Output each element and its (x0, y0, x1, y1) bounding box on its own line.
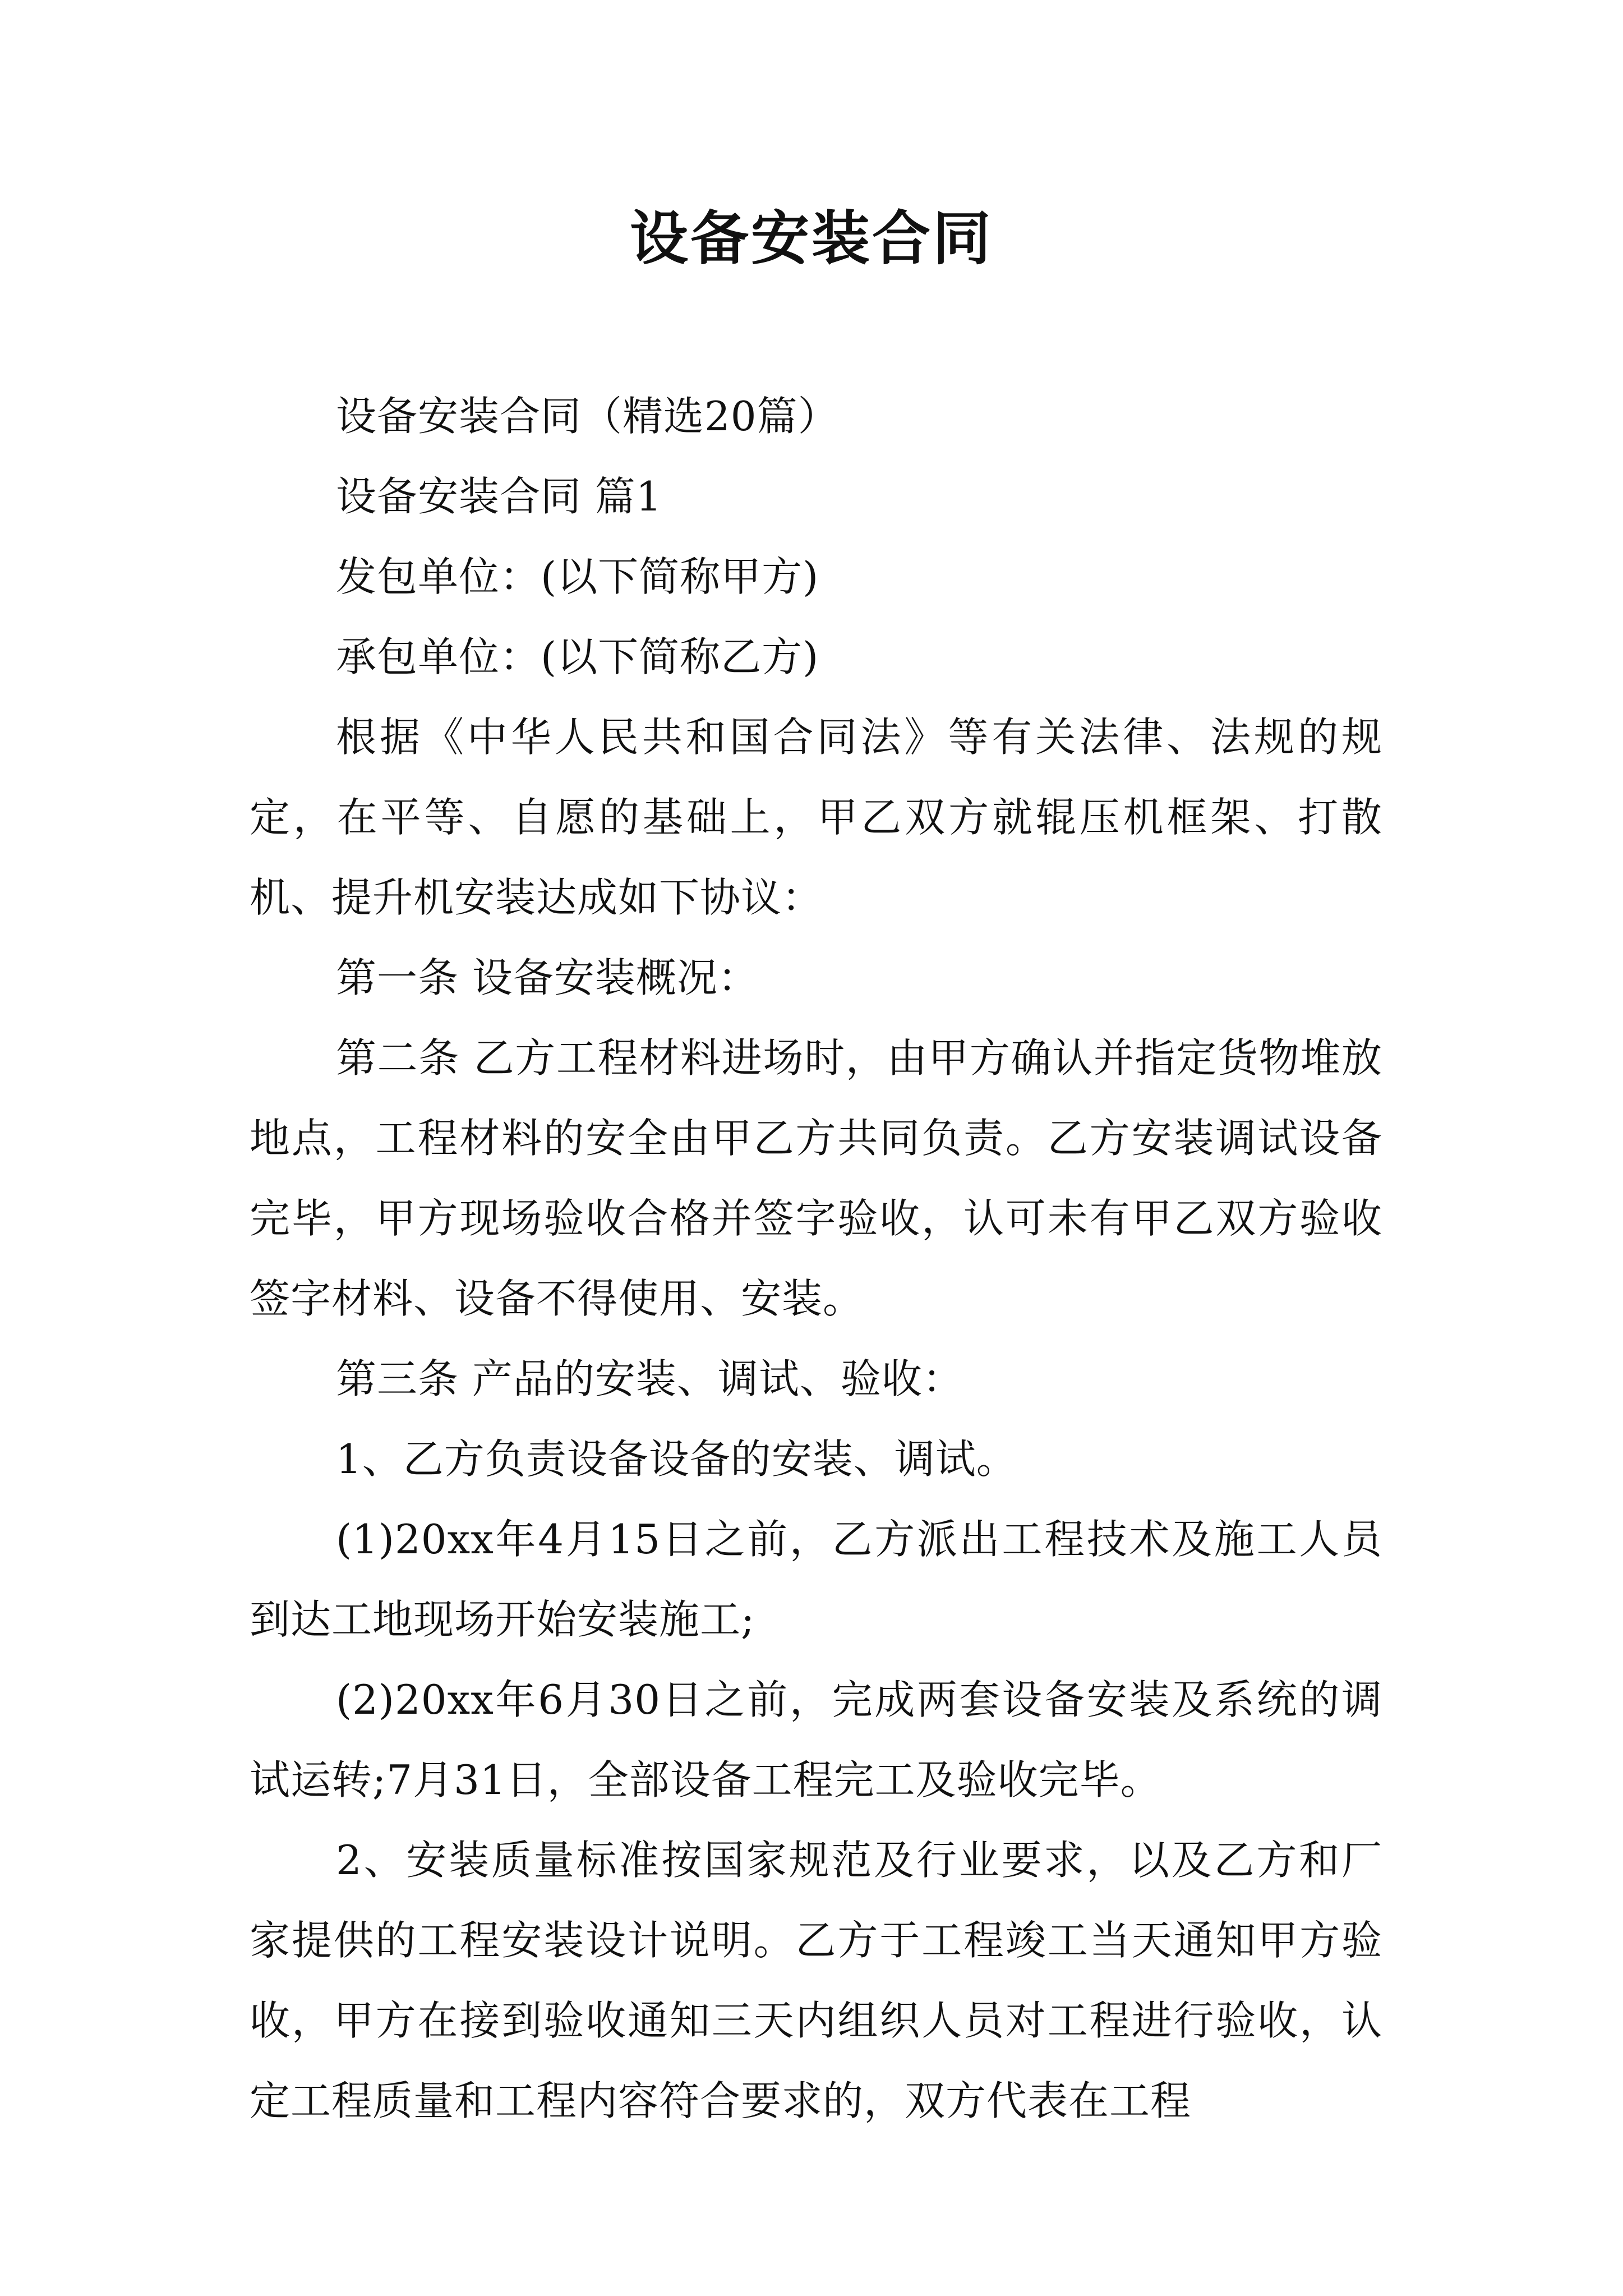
paragraph-article-3: 第三条 产品的安装、调试、验收： (336, 1355, 963, 1402)
paragraph-article-1: 第一条 设备安装概况： (336, 954, 759, 1001)
paragraph-article-2: 第二条 乙方工程材料进场时，由甲方确认并指定货物堆放地点，工程材料的安全由甲乙方共同负责。乙方安装调试设备完毕，甲方现场验收合格并签字验收，认可未有甲乙双方验收签字材料、设备不得使用、安装。 (250, 1034, 1382, 1322)
paragraph-party-b: 承包单位：(以下简称乙方) (336, 633, 819, 680)
paragraph-item-2: 2、安装质量标准按国家规范及行业要求，以及乙方和厂家提供的工程安装设计说明。乙方于工程竣工当天通知甲方验收，甲方在接到验收通知三天内组织人员对工程进行验收，认定工程质量和工程内容符合要求的，双方代表在工程 (250, 1837, 1382, 2124)
document-title: 设备安装合同 (629, 204, 993, 273)
paragraph-item-1: 1、乙方负责设备设备的安装、调试。 (336, 1435, 1017, 1483)
paragraph-subtitle: 设备安装合同（精选20篇） (336, 393, 839, 440)
paragraph-section-heading: 设备安装合同 篇1 (336, 473, 662, 520)
paragraph-party-a: 发包单位：(以下简称甲方) (336, 553, 819, 600)
paragraph-preamble: 根据《中华人民共和国合同法》等有关法律、法规的规定，在平等、自愿的基础上，甲乙双方就辊压机框架、打散机、提升机安装达成如下协议： (250, 714, 1382, 921)
paragraph-item-1-2: (2)20xx年6月30日之前，完成两套设备安装及系统的调试运转;7月31日，全部设备工程完工及验收完毕。 (250, 1676, 1382, 1803)
paragraph-item-1-1: (1)20xx年4月15日之前，乙方派出工程技术及施工人员到达工地现场开始安装施工; (250, 1516, 1382, 1643)
document-body (250, 376, 1382, 2141)
